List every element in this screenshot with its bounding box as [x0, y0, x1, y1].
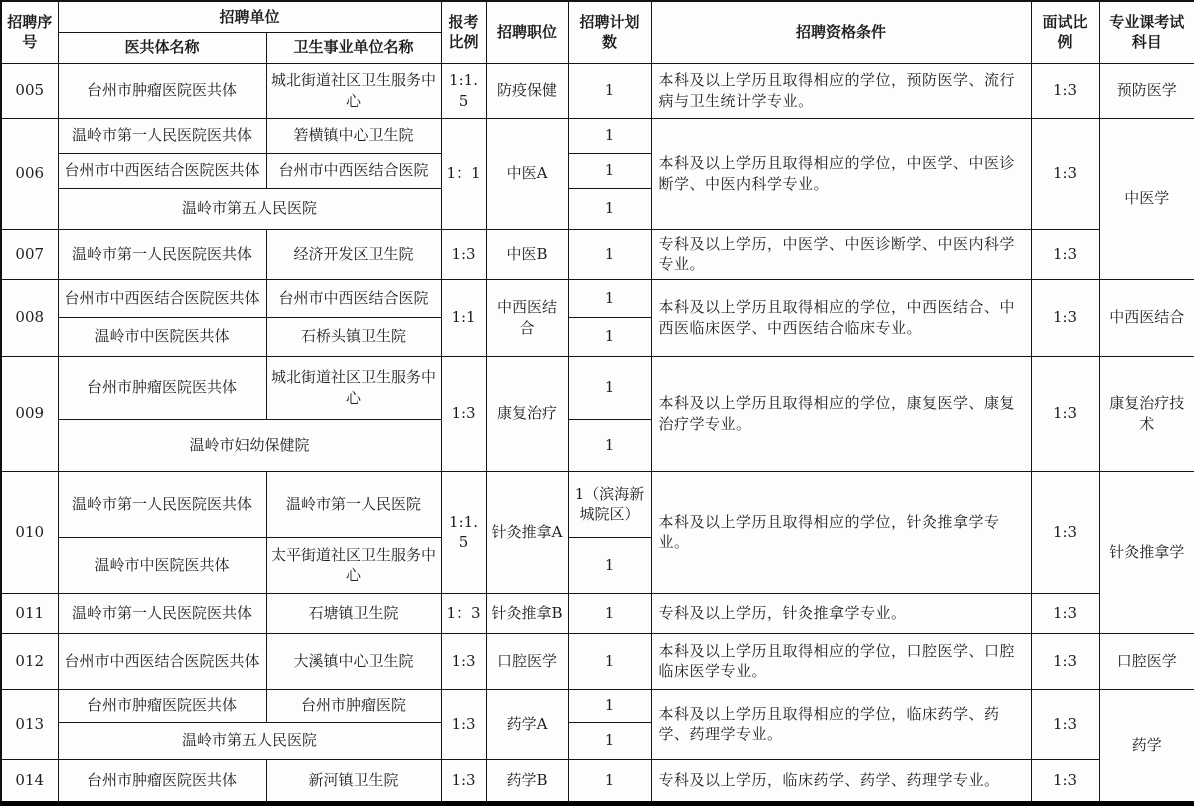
ratio-cell: 1:3	[441, 356, 486, 471]
org-name-cell: 石塘镇卫生院	[266, 593, 441, 633]
header-group-name: 医共体名称	[58, 32, 266, 63]
qualification-cell: 本科及以上学历且取得相应的学位，针灸推拿学专业。	[651, 471, 1031, 593]
org-name-cell: 城北街道社区卫生服务中心	[266, 356, 441, 419]
plan-cell: 1	[568, 63, 651, 118]
header-position: 招聘职位	[486, 1, 568, 63]
position-cell: 针灸推拿B	[486, 593, 568, 633]
qualification-cell: 本科及以上学历且取得相应的学位，中西医结合、中西医临床医学、中西医结合临床专业。	[651, 279, 1031, 356]
header-row-1	[1, 1, 1194, 32]
org-name-cell: 石桥头镇卫生院	[266, 317, 441, 356]
plan-cell: 1	[568, 593, 651, 633]
interview-ratio-cell: 1:3	[1031, 356, 1099, 471]
group-name-cell: 温岭市中医院医共体	[58, 317, 266, 356]
ratio-cell: 1:1	[441, 279, 486, 356]
subject-cell: 口腔医学	[1099, 633, 1194, 689]
org-name-cell: 台州市中西医结合医院	[266, 153, 441, 188]
seq-cell: 007	[1, 229, 58, 279]
group-name-cell: 温岭市第一人民医院医共体	[58, 593, 266, 633]
interview-ratio-cell: 1:3	[1031, 63, 1099, 118]
header-subject: 专业课考试科目	[1099, 1, 1194, 63]
plan-cell: 1	[568, 689, 651, 722]
plan-cell: 1	[568, 633, 651, 689]
org-name-cell: 箬横镇中心卫生院	[266, 118, 441, 153]
position-cell: 针灸推拿A	[486, 471, 568, 593]
group-name-cell: 台州市中西医结合医院医共体	[58, 633, 266, 689]
org-name-cell: 大溪镇中心卫生院	[266, 633, 441, 689]
subject-cell: 针灸推拿学	[1099, 471, 1194, 633]
table-row	[1, 759, 1194, 803]
table-row	[1, 118, 1194, 153]
plan-cell: 1	[568, 229, 651, 279]
plan-cell: 1	[568, 419, 651, 471]
seq-cell: 006	[1, 118, 58, 229]
qualification-cell: 本科及以上学历且取得相应的学位，康复医学、康复治疗学专业。	[651, 356, 1031, 471]
interview-ratio-cell: 1:3	[1031, 471, 1099, 593]
table-row	[1, 279, 1194, 317]
position-cell: 药学A	[486, 689, 568, 759]
plan-cell: 1	[568, 722, 651, 759]
position-cell: 防疫保健	[486, 63, 568, 118]
plan-cell: 1	[568, 356, 651, 419]
table-row	[1, 356, 1194, 419]
plan-cell: 1	[568, 759, 651, 803]
subject-cell: 中西医结合	[1099, 279, 1194, 356]
qualification-cell: 专科及以上学历，中医学、中医诊断学、中医内科学专业。	[651, 229, 1031, 279]
merged-unit-cell: 温岭市第五人民医院	[58, 188, 441, 229]
interview-ratio-cell: 1:3	[1031, 593, 1099, 633]
group-name-cell: 台州市肿瘤医院医共体	[58, 356, 266, 419]
header-plan: 招聘计划数	[568, 1, 651, 63]
group-name-cell: 台州市肿瘤医院医共体	[58, 689, 266, 722]
seq-cell: 005	[1, 63, 58, 118]
ratio-cell: 1：3	[441, 593, 486, 633]
plan-cell: 1	[568, 279, 651, 317]
header-ratio: 报考比例	[441, 1, 486, 63]
group-name-cell: 温岭市第一人民医院医共体	[58, 471, 266, 537]
seq-cell: 011	[1, 593, 58, 633]
plan-cell: 1	[568, 153, 651, 188]
table-row	[1, 63, 1194, 118]
header-seq: 招聘序号	[1, 1, 58, 63]
merged-unit-cell: 温岭市妇幼保健院	[58, 419, 441, 471]
ratio-cell: 1：1	[441, 118, 486, 229]
ratio-cell: 1:3	[441, 229, 486, 279]
org-name-cell: 温岭市第一人民医院	[266, 471, 441, 537]
subject-cell: 预防医学	[1099, 63, 1194, 118]
subject-cell: 康复治疗技术	[1099, 356, 1194, 471]
header-qualification: 招聘资格条件	[651, 1, 1031, 63]
ratio-cell: 1:1.5	[441, 471, 486, 593]
ratio-cell: 1:3	[441, 689, 486, 759]
seq-cell: 008	[1, 279, 58, 356]
group-name-cell: 台州市肿瘤医院医共体	[58, 63, 266, 118]
qualification-cell: 本科及以上学历且取得相应的学位，口腔医学、口腔临床医学专业。	[651, 633, 1031, 689]
interview-ratio-cell: 1:3	[1031, 633, 1099, 689]
plan-cell: 1	[568, 317, 651, 356]
table-row	[1, 229, 1194, 279]
subject-cell: 中医学	[1099, 118, 1194, 279]
qualification-cell: 本科及以上学历且取得相应的学位，临床药学、药学、药理学专业。	[651, 689, 1031, 759]
plan-cell: 1（滨海新城院区）	[568, 471, 651, 537]
table-row	[1, 471, 1194, 537]
merged-unit-cell: 温岭市第五人民医院	[58, 722, 441, 759]
ratio-cell: 1:3	[441, 759, 486, 803]
qualification-cell: 本科及以上学历且取得相应的学位，预防医学、流行病与卫生统计学专业。	[651, 63, 1031, 118]
subject-cell: 药学	[1099, 689, 1194, 803]
group-name-cell: 台州市中西医结合医院医共体	[58, 153, 266, 188]
group-name-cell: 台州市中西医结合医院医共体	[58, 279, 266, 317]
group-name-cell: 温岭市第一人民医院医共体	[58, 118, 266, 153]
ratio-cell: 1:1.5	[441, 63, 486, 118]
plan-cell: 1	[568, 537, 651, 593]
org-name-cell: 新河镇卫生院	[266, 759, 441, 803]
seq-cell: 014	[1, 759, 58, 803]
position-cell: 中医B	[486, 229, 568, 279]
org-name-cell: 城北街道社区卫生服务中心	[266, 63, 441, 118]
org-name-cell: 经济开发区卫生院	[266, 229, 441, 279]
org-name-cell: 太平街道社区卫生服务中心	[266, 537, 441, 593]
header-org-name: 卫生事业单位名称	[266, 32, 441, 63]
interview-ratio-cell: 1:3	[1031, 118, 1099, 229]
qualification-cell: 本科及以上学历且取得相应的学位，中医学、中医诊断学、中医内科学专业。	[651, 118, 1031, 229]
plan-cell: 1	[568, 188, 651, 229]
org-name-cell: 台州市肿瘤医院	[266, 689, 441, 722]
position-cell: 中西医结合	[486, 279, 568, 356]
group-name-cell: 温岭市中医院医共体	[58, 537, 266, 593]
qualification-cell: 专科及以上学历，针灸推拿学专业。	[651, 593, 1031, 633]
seq-cell: 013	[1, 689, 58, 759]
group-name-cell: 台州市肿瘤医院医共体	[58, 759, 266, 803]
position-cell: 中医A	[486, 118, 568, 229]
seq-cell: 009	[1, 356, 58, 471]
qualification-cell: 专科及以上学历，临床药学、药学、药理学专业。	[651, 759, 1031, 803]
interview-ratio-cell: 1:3	[1031, 229, 1099, 279]
seq-cell: 012	[1, 633, 58, 689]
table-row	[1, 633, 1194, 689]
position-cell: 口腔医学	[486, 633, 568, 689]
position-cell: 康复治疗	[486, 356, 568, 471]
header-interview-ratio: 面试比例	[1031, 1, 1099, 63]
position-cell: 药学B	[486, 759, 568, 803]
interview-ratio-cell: 1:3	[1031, 689, 1099, 759]
seq-cell: 010	[1, 471, 58, 593]
interview-ratio-cell: 1:3	[1031, 279, 1099, 356]
table-row	[1, 593, 1194, 633]
org-name-cell: 台州市中西医结合医院	[266, 279, 441, 317]
ratio-cell: 1:3	[441, 633, 486, 689]
table-row	[1, 689, 1194, 722]
interview-ratio-cell: 1:3	[1031, 759, 1099, 803]
plan-cell: 1	[568, 118, 651, 153]
header-unit-group: 招聘单位	[58, 1, 441, 32]
group-name-cell: 温岭市第一人民医院医共体	[58, 229, 266, 279]
